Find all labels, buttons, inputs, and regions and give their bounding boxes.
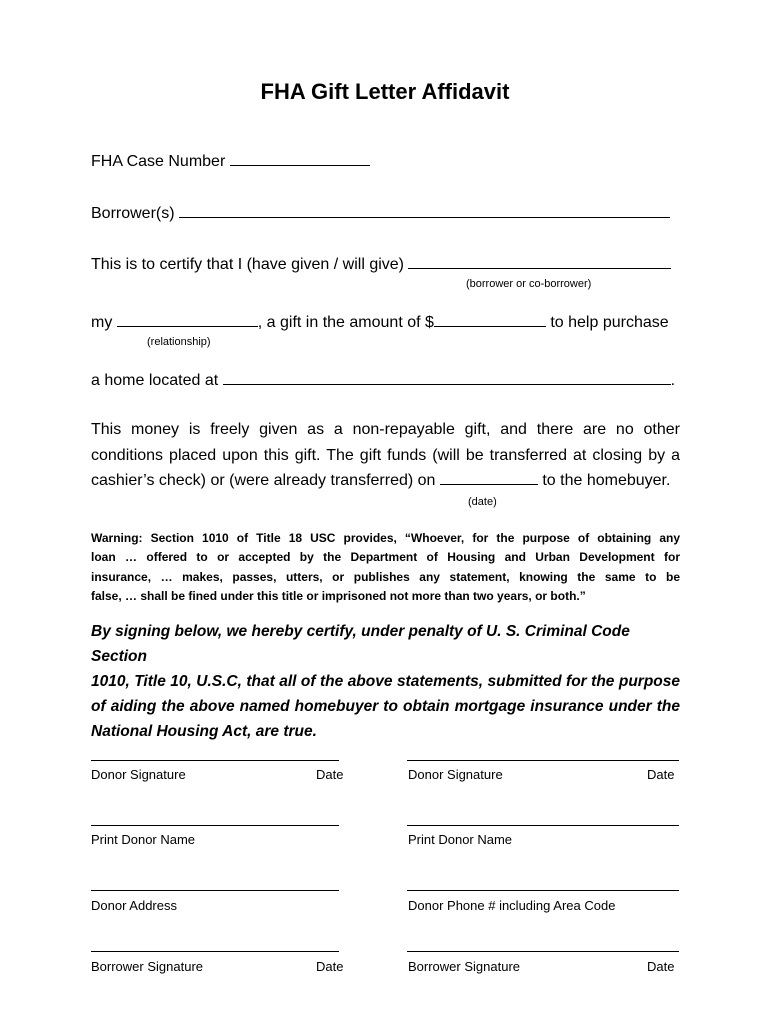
donor-date-label-left: Date (316, 767, 344, 782)
donor-address-line[interactable] (91, 890, 339, 891)
borrowers-row (91, 202, 670, 224)
gift-terms-line-3b: to the homebuyer. (542, 472, 671, 489)
gift-amount-field[interactable] (434, 311, 546, 327)
gift-amount-text: , a gift in the amount of $ (257, 314, 434, 331)
gift-row (91, 311, 669, 333)
warning-line-2: loan … offered to or accepted by the Department of Housing and Urban Development for (91, 550, 680, 565)
period: . (670, 372, 676, 389)
donor-signature-line-right[interactable] (407, 760, 679, 761)
warning-line-4: false, … shall be fined under this title or imprisoned not more than two years, or both.” (91, 588, 586, 603)
certify-text: This is to certify that I (have given / will give) (91, 256, 404, 273)
date-note: (date) (468, 496, 497, 508)
donor-signature-label-left: Donor Signature (91, 767, 186, 782)
donor-phone-label: Donor Phone # including Area Code (408, 898, 616, 913)
donor-date-label-right: Date (647, 767, 675, 782)
print-donor-name-line-left[interactable] (91, 825, 339, 826)
case-number-field[interactable] (230, 150, 370, 166)
gift-terms-line-3 (91, 468, 680, 494)
certification-line-3: of aiding the above named homebuyer to obtain mortgage insurance under the (91, 698, 680, 715)
borrower-note: (borrower or co-borrower) (466, 278, 592, 290)
borrower-signature-label-left: Borrower Signature (91, 959, 203, 974)
document-title: FHA Gift Letter Affidavit (260, 79, 510, 104)
certify-row (91, 253, 671, 275)
certification-line-2: 1010, Title 10, U.S.C, that all of the above statements, submitted for the purpose (91, 673, 680, 690)
borrower-date-label-right: Date (647, 959, 675, 974)
home-located-label: a home located at (91, 372, 219, 389)
certification-line-1: By signing below, we hereby certify, under penalty of U. S. Criminal Code Section (91, 623, 630, 665)
donor-signature-label-right: Donor Signature (408, 767, 503, 782)
warning-line-1: Warning: Section 1010 of Title 18 USC provides, “Whoever, for the purpose of obtaining any (91, 531, 680, 545)
borrower-date-label-left: Date (316, 959, 344, 974)
borrowers-field[interactable] (179, 202, 670, 218)
case-number-label: FHA Case Number (91, 153, 226, 170)
print-donor-name-label-left: Print Donor Name (91, 832, 196, 847)
case-number-row (91, 150, 370, 172)
warning-line-3: insurance, … makes, passes, utters, or publishes any statement, knowing the same to be (91, 569, 680, 584)
print-donor-name-label-right: Print Donor Name (408, 832, 513, 847)
gift-terms-line-2: conditions placed upon this gift. The gift funds (will be transferred at closing by a (91, 446, 680, 464)
home-address-row (91, 369, 675, 391)
gift-terms-line-3a: cashier’s check) or (were already transferred) on (91, 472, 436, 489)
borrowers-label: Borrower(s) (91, 205, 175, 222)
borrower-signature-line-right[interactable] (407, 951, 679, 952)
borrower-signature-line-left[interactable] (91, 951, 339, 952)
borrower-signature-label-right: Borrower Signature (408, 959, 520, 974)
certification-line-4: National Housing Act, are true. (91, 723, 317, 740)
donor-address-label: Donor Address (91, 898, 177, 913)
gift-terms-paragraph (91, 417, 680, 494)
relationship-note: (relationship) (147, 336, 211, 348)
help-purchase-text: to help purchase (550, 314, 669, 331)
relationship-field[interactable] (117, 311, 258, 327)
certification-paragraph (91, 619, 680, 744)
print-donor-name-line-right[interactable] (407, 825, 679, 826)
gift-terms-line-1: This money is freely given as a non-repayable gift, and there are no other (91, 421, 680, 438)
home-address-field[interactable] (223, 369, 671, 385)
warning-paragraph (91, 529, 680, 606)
donor-signature-line-left[interactable] (91, 760, 339, 761)
transfer-date-field[interactable] (440, 469, 538, 485)
my-label: my (91, 314, 113, 331)
donor-name-field[interactable] (408, 253, 671, 269)
donor-phone-line[interactable] (407, 890, 679, 891)
